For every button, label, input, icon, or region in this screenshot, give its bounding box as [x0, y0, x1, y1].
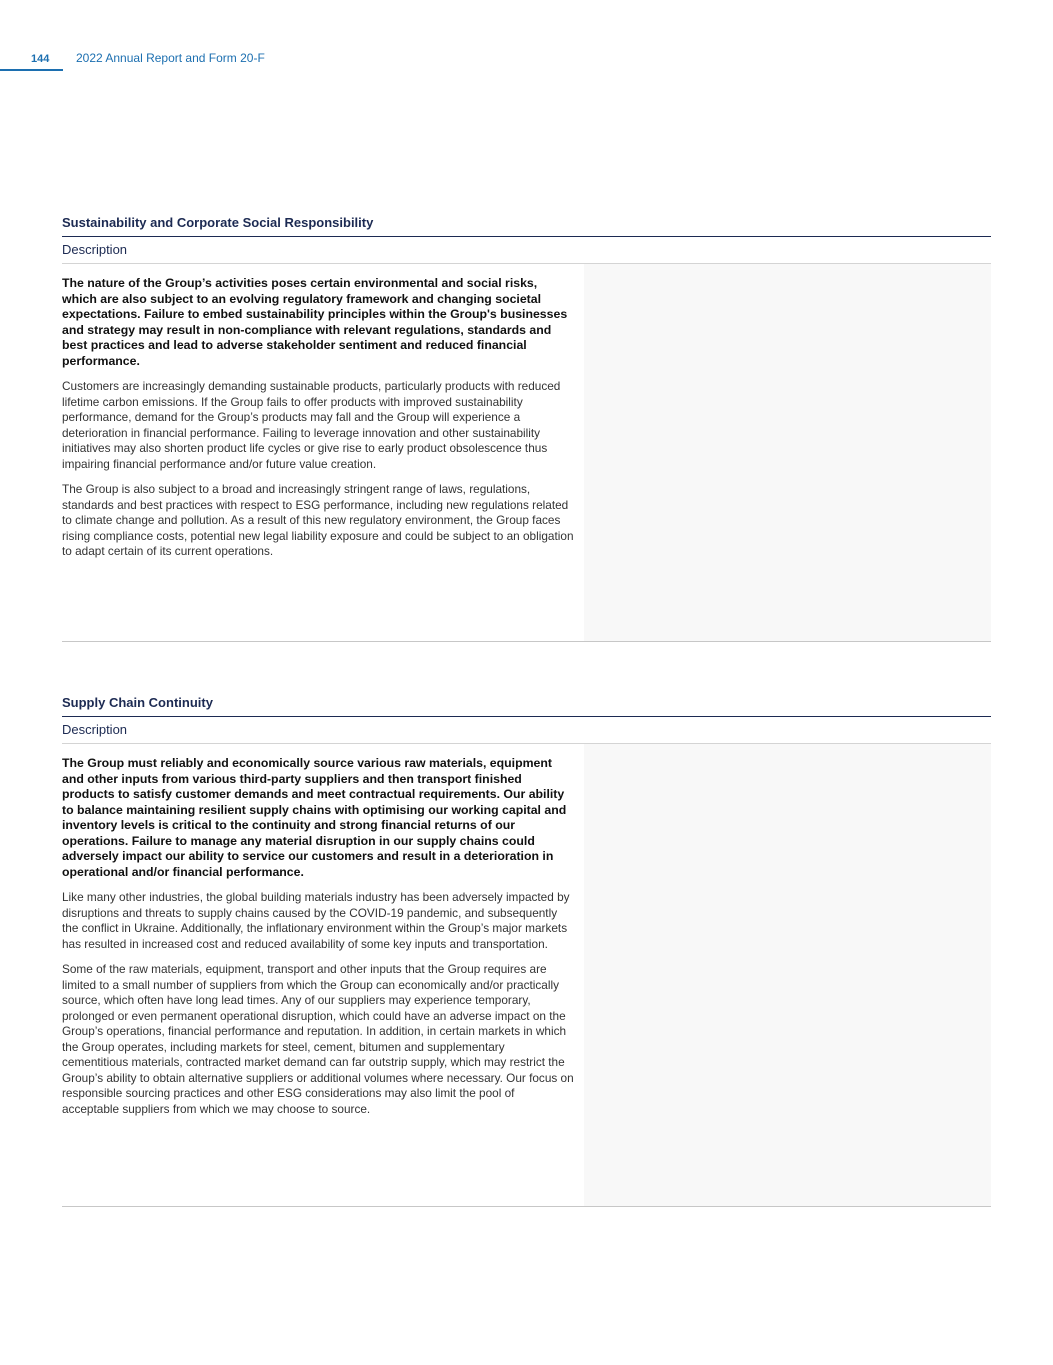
report-title: 2022 Annual Report and Form 20-F: [76, 51, 265, 65]
lead-paragraph: The nature of the Group’s activities poses certain environmental and social risks, which are also subject to an evolving regulatory framework and changing societal expectations. Failure to embed sustainability principles within the Group's businesses and strategy may result in non-compliance with relevant regulations, standards and best practices and lead to adverse stakeholder sentiment and reduced financial performance.: [62, 276, 568, 368]
body-paragraph: Like many other industries, the global building materials industry has been adversely impacted by disruptions and threats to supply chains caused by the COVID-19 pandemic, and subsequently the conflict in Ukraine. Additionally, the inflationary environment within the Group’s major markets has resulted in increased cost and reduced availability of some key inputs and transportation.: [62, 890, 570, 951]
section-bottom-rule: [62, 641, 991, 642]
content-row: [62, 264, 991, 641]
body-paragraph: The Group is also subject to a broad and increasingly stringent range of laws, regulations, standards and best practices with respect to ESG performance, including new regulations related to climate change and pollution. As a result of this new regulatory environment, the Group faces rising compliance costs, potential new legal liability exposure and could be subject to an obligation to adapt certain of its current operations.: [62, 482, 574, 558]
shaded-column: [584, 744, 991, 1206]
section-title: Sustainability and Corporate Social Responsibility: [62, 215, 374, 230]
content-row: [62, 744, 991, 1206]
page-number-underline: [0, 69, 63, 71]
section-title: Supply Chain Continuity: [62, 695, 213, 710]
description-label: Description: [62, 242, 128, 257]
shaded-column: [584, 264, 991, 641]
page-number: 144: [31, 53, 50, 65]
body-paragraph: Customers are increasingly demanding sustainable products, particularly products with reduced lifetime carbon emissions. If the Group fails to offer products with improved sustainability performance, demand for the Group’s products may fall and the Group will experience a deterioration in financial performance. Failing to leverage innovation and other sustainability initiatives may also shorten product life cycles or give rise to early product obsolescence thus impairing financial performance and/or future value creation.: [62, 379, 561, 471]
description-label: Description: [62, 722, 128, 737]
description-column: [62, 744, 574, 1206]
section-bottom-rule: [62, 1206, 991, 1207]
body-paragraph: Some of the raw materials, equipment, transport and other inputs that the Group requires are limited to a small number of suppliers from which the Group can economically and/or practically source, which often have long lead times. Any of our suppliers may experience temporary, prolonged or even permanent operational disruption, which could have an adverse impact on the Group’s operations, financial performance and reputation. In addition, in certain markets in which the Group operates, including markets for steel, cement, bitumen and supplementary cementitious materials, contracted market demand can far outstrip supply, which may restrict the Group’s ability to obtain alternative suppliers or additional volumes where necessary. Our focus on responsible sourcing practices and other ESG considerations may also limit the pool of acceptable suppliers from which we may choose to source.: [62, 962, 574, 1116]
risk-section-sustainability: [62, 214, 991, 642]
page-header: [0, 0, 1053, 80]
lead-paragraph: The Group must reliably and economically source various raw materials, equipment and other inputs from various third-party suppliers and then transport finished products to satisfy customer demands and meet contractual requirements. Our ability to balance maintaining resilient supply chains with optimising our working capital and inventory levels is critical to the continuity and strong financial returns of our operations. Failure to manage any material disruption in our supply chains could adversely impact our ability to service our customers and result in a deterioration in operational and/or financial performance.: [62, 756, 567, 879]
description-column: [62, 264, 574, 641]
risk-section-supply-chain: [62, 694, 991, 1207]
